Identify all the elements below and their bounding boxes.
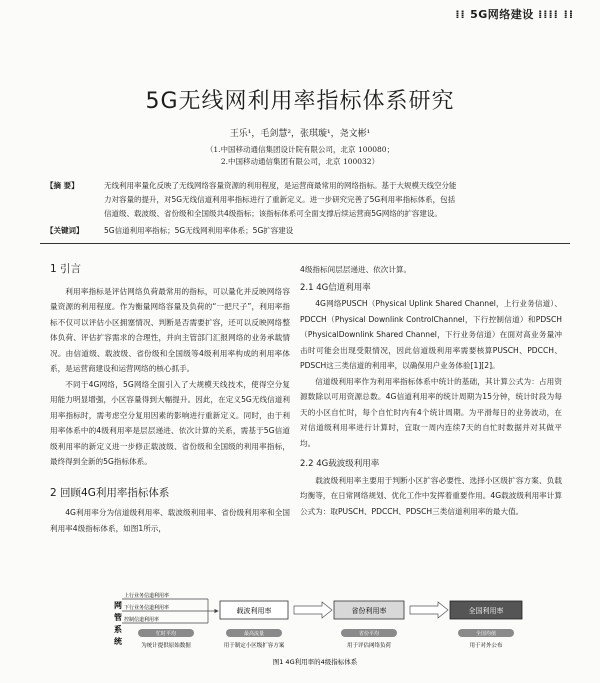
arrow-carrier-to-province <box>294 602 332 618</box>
paper-title: 5G无线网利用率指标体系研究 <box>145 89 455 114</box>
journal-section-name: 5G网络建设 <box>470 8 534 21</box>
caption-public-release: 用于对外公布 <box>469 643 503 649</box>
figure-side-label-char-2: 管 <box>114 613 122 622</box>
abstract-label: 【摘 要】 <box>46 181 79 190</box>
left-column <box>50 262 290 536</box>
figure-side-label-char-4: 统 <box>114 637 122 646</box>
keywords-label: 【关键词】 <box>46 226 84 235</box>
section-2-paragraph: 4G利用率分为信道级利用率、载波级利用率、省份级利用率和全国利用率4级指标体系，如图1所示， <box>50 508 291 533</box>
abstract-text <box>104 179 574 221</box>
arrow-province-to-national <box>410 602 448 618</box>
box-national-label: 全国利用率 <box>468 607 504 615</box>
figure-input-downlink: 下行业务信道利用率 <box>124 605 170 611</box>
ribbon-busy-hour-average-text: 忙时平均 <box>155 631 177 637</box>
abstract-line: 力对容量的提升，对5G无线信道利用率指标进行了重新定义。进一步研究完善了5G利用率指标体系，包括 <box>104 195 456 204</box>
subsection-2-1-paragraph-2: 信道级利用率作为利用率指标体系中统计的基础，其计算公式为：占用资源数除以可用资源总数。4G信道利用率的统计周期为15分钟，统计时段为每天的小区自忙时，每个自忙时内有4个统计周期。为平滑每日的业务波动，在对信道级利用率进行计算时，宜取一周内连续7天的自忙时数据并对其做平均。 <box>300 376 563 448</box>
box-carrier-label: 载波利用率 <box>236 607 272 615</box>
subsection-2-1-paragraph-1: 4G网络PUSCH（Physical Uplink Shared Channel，上行业务信道）、PDCCH（Physical Downlink ControlChannel，下行控制信道）和PDSCH（PhysicalDownlink Shared Channel，下行业务信道）在面对高业务量冲击时可能会出现受限情况，因此信道级利用率需要核算PUSCH、PDCCH、PDSCH这三类信道的利用率，以确保用户业务体验[1][2]。 <box>300 299 563 370</box>
right-column <box>300 262 562 519</box>
subsection-2-1-heading: 2.1 4G信道利用率 <box>300 282 371 293</box>
box-province-label: 省份利用率 <box>351 607 387 615</box>
figure-input-uplink: 上行业务信道利用率 <box>124 593 170 599</box>
abstract-line: 无线利用率量化反映了无线网络容量资源的利用程度，是运营商最常用的网络指标。基于大规模天线空分能 <box>104 181 457 190</box>
section-1-paragraph-1: 利用率指标是评估网络负荷最常用的指标，可以量化并反映网络容量资源的利用程度。作为衡量网络容量及负荷的“一把尺子”，利用率指标不仅可以评估小区拥塞情况、判断是否需要扩容，还可以反映网络整体负荷、评估扩容需求的合理性，并向主管部门汇报网络的业务承载情况。由信道级、载波级、省份级和全国级等4级利用率构成的利用率体系，是运营商建设和运营网络的核心抓手。 <box>50 286 291 373</box>
ribbon-national-mean-text: 全国均值 <box>475 631 497 637</box>
figure-side-label-char-1: 网 <box>114 601 122 610</box>
ribbon-peak-traffic-text: 最高流量 <box>243 631 265 637</box>
section-2-heading: 2 回顾4G利用率指标体系 <box>50 486 170 499</box>
caption-raw-data: 为统计提供原始数据 <box>141 643 191 649</box>
header-decoration-left: ⁞⁞ <box>455 8 466 21</box>
figure-input-control: 控制信道利用率 <box>124 617 160 623</box>
author-list: 王乐¹，毛剑慧²，张琪璇¹，尧文彬¹ <box>229 129 371 139</box>
affiliation-1: （1.中国移动通信集团设计院有限公司，北京 100080； <box>205 145 395 154</box>
abstract-line: 信道级、载波级、省份级和全国级共4级指标；该指标体系可全面支撑后续运营商5G网络的扩容建设。 <box>104 209 442 218</box>
caption-cell-expansion: 用于制定小区级扩容方案 <box>223 643 285 649</box>
ribbon-province-average-text: 省份平均 <box>358 631 380 637</box>
subsection-2-2-paragraph: 载波级利用率主要用于判断小区扩容必要性、选择小区级扩容方案、负载均衡等，在日常网络规划、优化工作中发挥着重要作用。4G载波级利用率计算公式为：取PUSCH、PDCCH、PDSCH三类信道利用率的最大值。 <box>300 475 562 516</box>
affiliation-2: 2.中国移动通信集团有限公司，北京 100032） <box>220 157 380 166</box>
subsection-2-2-heading: 2.2 4G载波级利用率 <box>300 459 380 469</box>
section-1-heading: 1 引言 <box>50 263 82 275</box>
keywords-text: 5G信道利用率指标；5G无线网利用率体系；5G扩容建设 <box>104 226 294 235</box>
figure-1-diagram <box>100 588 530 670</box>
running-header <box>455 6 574 22</box>
abstract-divider <box>40 243 570 244</box>
caption-network-load: 用于评估网络负荷 <box>346 643 392 649</box>
figure-side-label-char-3: 系 <box>114 625 122 634</box>
section-1-paragraph-2: 不同于4G网络，5G网络全面引入了大规模天线技术，使得空分复用能力明显增强，小区容量得到大幅提升。因此，在定义5G无线信道利用率指标时，需考虑空分复用因素的影响进行重新定义。同时，由于利用率体系中的4级利用率是层层递进、依次计算的关系，需基于5G信道级利用率的新定义进一步修正载波级、省份级和全国级的利用率指标，最终得到全新的5G指标体系。 <box>50 379 291 466</box>
figure-1-caption: 图1 4G利用率的4级指标体系 <box>272 658 358 666</box>
header-decoration-right: ⁞⁞⁞⁞ ⁞⁞ <box>538 8 574 21</box>
continued-line: 4级指标间层层递进、依次计算。 <box>300 265 412 274</box>
